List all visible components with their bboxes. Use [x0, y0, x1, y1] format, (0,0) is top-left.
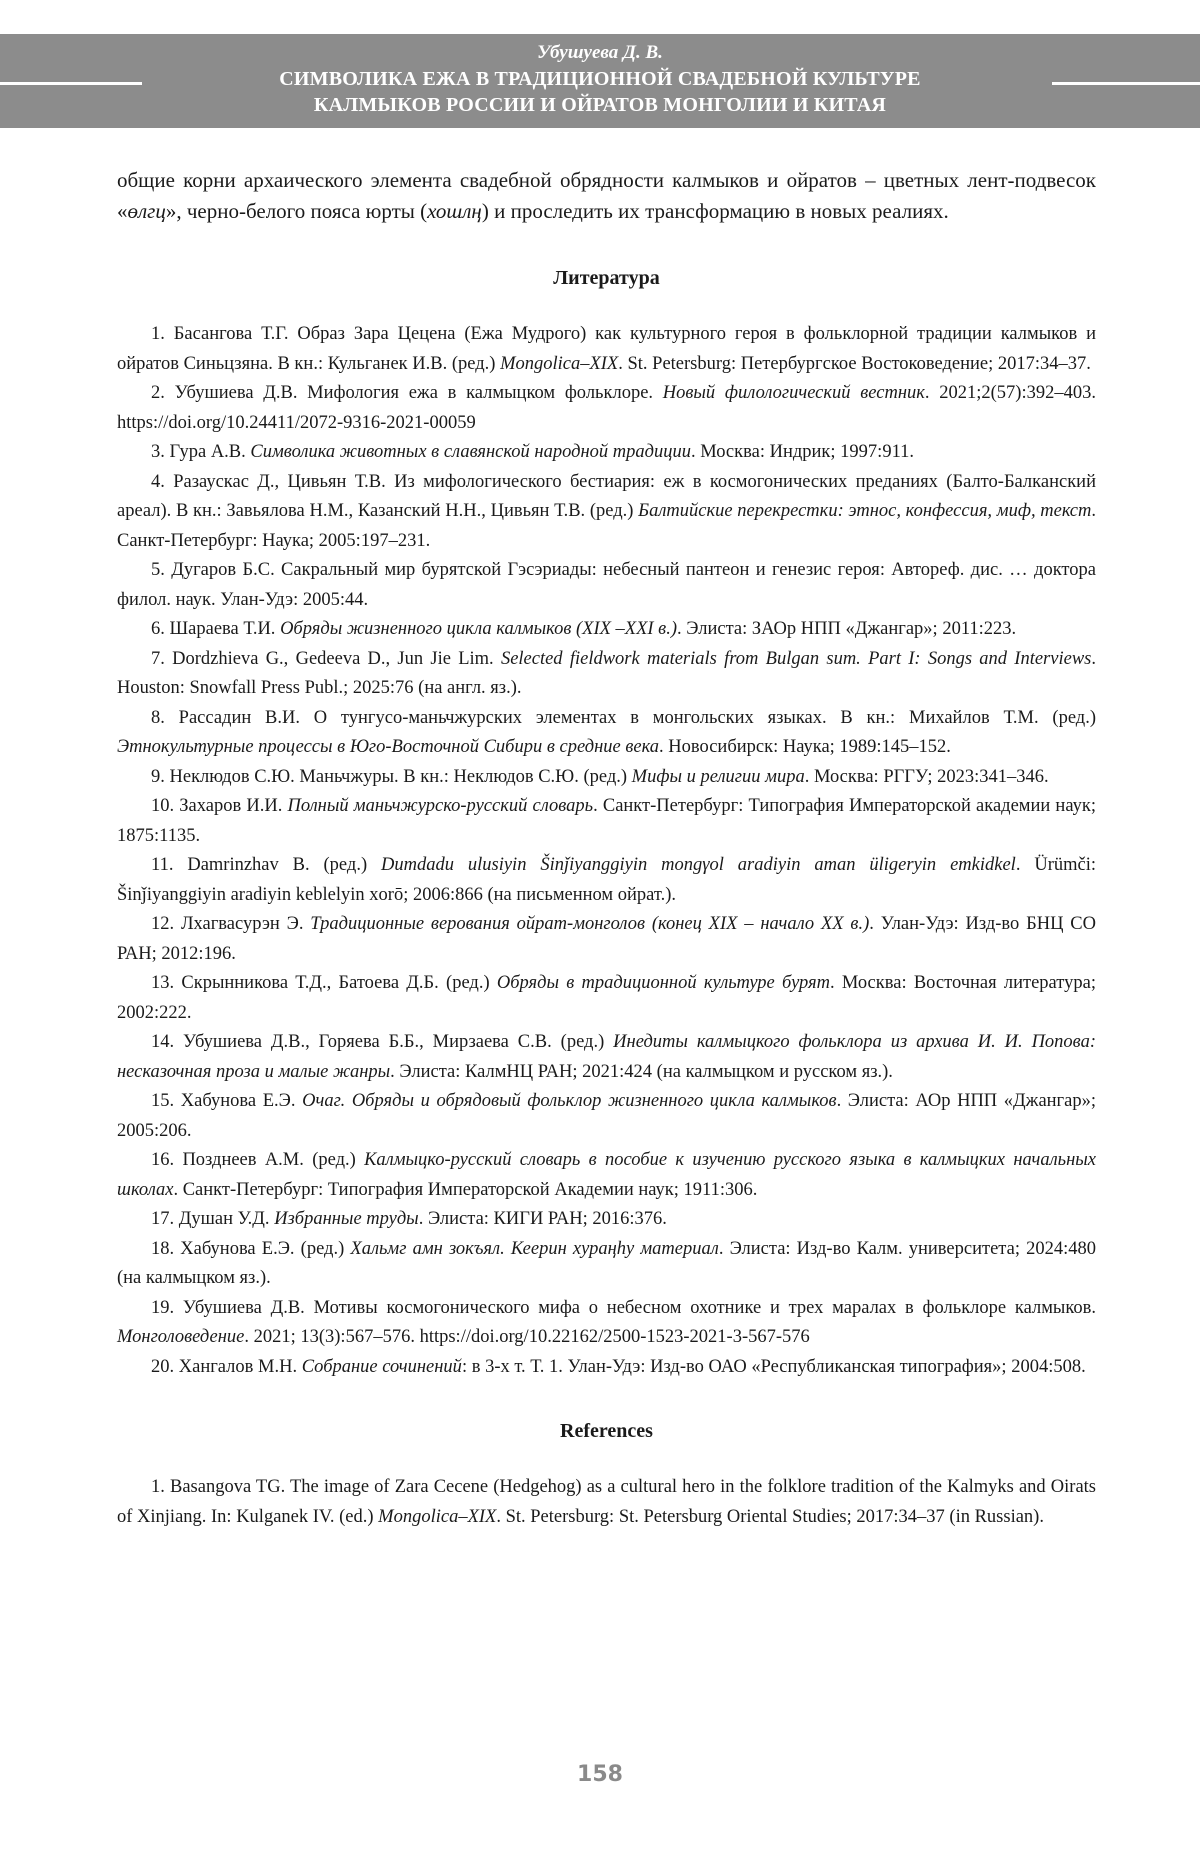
reference-text: 14. Убушиева Д.В., Горяева Б.Б., Мирзаева С.В. (ред.): [151, 1032, 614, 1052]
reference-entry: [117, 615, 1096, 645]
intro-term-olgc: өлгц: [127, 199, 166, 223]
header-rule-right: [1052, 82, 1200, 85]
reference-title: Символика животных в славянской народной традиции: [250, 442, 691, 462]
reference-entry: [117, 645, 1096, 704]
intro-term-hoshln: хошлң: [427, 199, 482, 223]
header-title-line-2: КАЛМЫКОВ РОССИИ И ОЙРАТОВ МОНГОЛИИ И КИТАЯ: [313, 94, 887, 116]
reference-publication: . Ürümči: Šinǰiyanggiyin aradiyin keblelyin xorō; 2006:866 (на письменном ойрат.).: [117, 855, 1096, 905]
reference-title: Хальмг амн зокъял. Кеерин хураңһу материал: [350, 1238, 719, 1259]
page-number: 158: [577, 1762, 623, 1787]
reference-entry: [117, 1087, 1096, 1146]
reference-text: 11. Damrinzhav B. (ред.): [151, 855, 381, 875]
reference-entry: [117, 704, 1096, 763]
reference-publication: . Элиста: КалмНЦ РАН; 2021:424 (на калмыцком и русском яз.).: [390, 1061, 893, 1082]
reference-publication: . St. Petersburg: Петербургское Востоковедение; 2017:34–37.: [618, 353, 1091, 374]
reference-text: 13. Скрынникова Т.Д., Батоева Д.Б. (ред.): [151, 973, 497, 993]
reference-entry: [117, 1205, 1096, 1235]
reference-text: 19. Убушиева Д.В. Мотивы космогонического мифа о небесном охотнике и трех маралах в фольклоре калмыков.: [151, 1297, 1096, 1318]
reference-entry: [117, 438, 1096, 468]
reference-title: Полный маньчжурско-русский словарь: [287, 796, 594, 816]
literature-list: [117, 320, 1096, 1382]
reference-title: Традиционные верования ойрат-монголов (конец XIX – начало XX в.): [310, 914, 870, 934]
header-rule-left: [0, 82, 142, 85]
reference-text: 15. Хабунова Е.Э.: [151, 1091, 303, 1111]
header-title-line-1: СИМВОЛИКА ЕЖА В ТРАДИЦИОННОЙ СВАДЕБНОЙ КУЛЬТУРЕ: [279, 68, 921, 90]
reference-entry: [117, 1353, 1096, 1383]
reference-entry: [117, 1235, 1096, 1294]
intro-text-1: общие корни архаического элемента свадебной обрядности калмыков и ойратов – цветных лент-подвесок «: [117, 168, 1096, 223]
reference-title: Этнокультурные процессы в Юго-Восточной Сибири в средние века: [117, 737, 660, 757]
running-header-text: [150, 40, 1050, 118]
reference-text: 1. Басангова Т.Г. Образ Зара Цецена (Ежа Мудрого) как культурного героя в фольклорной традиции калмыков и ойратов Синьцзяна. В кн.: Кульганек И.В. (ред.): [117, 324, 1096, 374]
reference-title: Избранные труды: [274, 1209, 419, 1229]
reference-title: Балтийские перекрестки: этнос, конфессия, миф, текст: [638, 501, 1092, 521]
reference-title: Очаг. Обряды и обрядовый фольклор жизненного цикла калмыков: [302, 1091, 837, 1111]
reference-entry: [117, 1294, 1096, 1353]
reference-title: Обряды жизненного цикла калмыков (XIX –XXI в.): [280, 619, 677, 639]
reference-entry: [117, 320, 1096, 379]
reference-title: Калмыцко-русский словарь в пособие к изучению русского языка в калмыцких начальных школах: [117, 1150, 1096, 1200]
reference-publication: . Москва: Индрик; 1997:911.: [690, 442, 915, 462]
reference-text: 18. Хабунова Е.Э. (ред.): [151, 1238, 351, 1259]
intro-text-2: », черно-белого пояса юрты (: [165, 199, 428, 223]
reference-text: 10. Захаров И.И.: [151, 796, 288, 816]
reference-entry: [117, 792, 1096, 851]
reference-text: 1. Basangova TG. The image of Zara Cecene (Hedgehog) as a cultural hero in the folklore tradition of the Kalmyks and Oirats of Xinjiang. In: Kulganek IV. (ed.): [117, 1477, 1096, 1527]
reference-publication: . Санкт-Петербург: Типография Императорской академии наук; 1875:1135.: [117, 796, 1096, 846]
page-content: [117, 165, 1096, 1532]
reference-text: 6. Шараева Т.И.: [151, 619, 281, 639]
reference-entry: [117, 468, 1096, 557]
reference-entry: [117, 1028, 1096, 1087]
intro-paragraph: [117, 165, 1096, 227]
reference-title: Инедиты калмыцкого фольклора из архива И. И. Попова: несказочная проза и малые жанры: [117, 1032, 1096, 1082]
header-author: Убушуева Д. В.: [537, 42, 663, 63]
reference-entry: [117, 969, 1096, 1028]
reference-title: Собрание сочинений: [301, 1356, 462, 1377]
reference-text: 4. Разаускас Д., Цивьян Т.В. Из мифологического бестиария: еж в космогонических преданиях (Балто-Балканский ареал). В кн.: Завьялова Н.М., Казанский Н.Н., Цивьян Т.В. (ред.): [117, 471, 1096, 521]
reference-publication: . Санкт-Петербург: Наука; 2005:197–231.: [117, 501, 1096, 551]
reference-publication: . Элиста: АОр НПП «Джангар»; 2005:206.: [117, 1091, 1096, 1141]
reference-text: 5. Дугаров Б.С. Сакральный мир бурятской Гэсэриады: небесный пантеон и генезис героя: Автореф. дис. … доктора филол. наук. Улан-Удэ: 2005:44.: [117, 560, 1096, 610]
reference-title: Новый филологический вестник: [662, 383, 925, 403]
reference-text: 16. Позднеев А.М. (ред.): [151, 1150, 365, 1170]
reference-entry: [117, 1146, 1096, 1205]
references-list: [117, 1473, 1096, 1532]
reference-text: 12. Лхагвасурэн Э.: [151, 914, 311, 934]
reference-publication: . Элиста: КИГИ РАН; 2016:376.: [418, 1209, 667, 1229]
literature-heading: Литература: [553, 267, 660, 289]
reference-title: Обряды в традиционной культуре бурят: [496, 973, 830, 993]
reference-text: 8. Рассадин В.И. О тунгусо-маньчжурских элементах в монгольских языках. В кн.: Михайлов Т.М. (ред.): [151, 707, 1096, 728]
reference-publication: . Улан-Удэ: Изд-во БНЦ СО РАН; 2012:196.: [117, 914, 1096, 964]
reference-title: Dumdadu ulusiyin Šinǰiyanggiyin mongγol aradiyin aman üligeryin emkidkel: [381, 855, 1016, 875]
reference-publication: . Элиста: Изд-во Калм. университета; 2024:480 (на калмыцком яз.).: [117, 1238, 1096, 1288]
reference-title: Selected fieldwork materials from Bulgan sum. Part I: Songs and Interviews: [500, 648, 1092, 669]
reference-publication: . Москва: РГГУ; 2023:341–346.: [804, 766, 1049, 787]
reference-publication: . Москва: Восточная литература; 2002:222.: [117, 973, 1096, 1023]
reference-title: Mongolica–XIX: [500, 353, 619, 374]
reference-publication: : в 3-х т. Т. 1. Улан-Удэ: Изд-во ОАО «Республиканская типография»; 2004:508.: [461, 1356, 1086, 1377]
reference-publication: . Новосибирск: Наука; 1989:145–152.: [659, 737, 951, 757]
reference-publication: . 2021; 13(3):567–576. https://doi.org/10.22162/2500-1523-2021-3-567-576: [244, 1327, 810, 1347]
reference-publication: . 2021;2(57):392–403. https://doi.org/10.24411/2072-9316-2021-00059: [117, 383, 1096, 433]
reference-title: Монголоведение: [117, 1327, 245, 1347]
reference-text: 20. Хангалов М.Н.: [151, 1356, 302, 1377]
reference-text: 2. Убушиева Д.В. Мифология ежа в калмыцком фольклоре.: [151, 383, 663, 403]
reference-title: Mongolica–XIX: [378, 1506, 497, 1527]
reference-entry: [117, 763, 1096, 793]
reference-publication: . Элиста: ЗАОр НПП «Джангар»; 2011:223.: [677, 619, 1017, 639]
reference-publication: . Houston: Snowfall Press Publ.; 2025:76 (на англ. яз.).: [117, 648, 1096, 698]
intro-text-3: ) и проследить их трансформацию в новых реалиях.: [481, 199, 949, 223]
reference-publication: . Санкт-Петербург: Типография Императорской Академии наук; 1911:306.: [173, 1179, 758, 1200]
reference-entry: [117, 379, 1096, 438]
reference-entry: [117, 1473, 1096, 1532]
reference-text: 9. Неклюдов С.Ю. Маньчжуры. В кн.: Неклюдов С.Ю. (ред.): [151, 766, 632, 787]
reference-text: 3. Гура А.В.: [151, 442, 251, 462]
reference-text: 7. Dordzhieva G., Gedeeva D., Jun Jie Lim.: [151, 648, 501, 669]
reference-entry: [117, 851, 1096, 910]
reference-entry: [117, 910, 1096, 969]
references-heading: References: [560, 1420, 653, 1442]
reference-entry: [117, 556, 1096, 615]
reference-publication: . St. Petersburg: St. Petersburg Oriental Studies; 2017:34–37 (in Russian).: [496, 1506, 1044, 1527]
reference-title: Мифы и религии мира: [631, 766, 805, 787]
reference-text: 17. Душан У.Д.: [151, 1209, 275, 1229]
